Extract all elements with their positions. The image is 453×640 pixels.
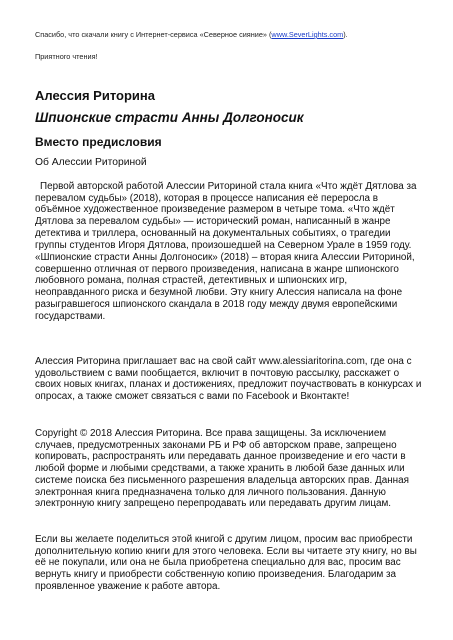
paragraph-website-invite: Алессия Риторина приглашает вас на свой сайт www.alessiaritorina.com, где она с удовольствием с вами пообщается, включит в почтовую рассылку, расскажет о своих новых книгах, планах и достижениях, предложит поучаствовать в конкурсах и опросах, а также сможет связаться с вами по Facebook и Вконтакте! <box>35 356 422 403</box>
notice-thanks: Приятного чтения! <box>35 52 98 61</box>
paragraph-first-work: Первой авторской работой Алессии Риториной стала книга «Что ждёт Дятлова за перевалом судьбы» (2018), которая в процессе написания её переросла в объёмное художественное произведение размером в четыре тома. «Что ждёт Дятлова за перевалом судьбы» — исторический роман, написанный в жанре детектива и триллера, основанный на документальных событиях, о трагедии группы студентов Игоря Дятлова, произошедшей на Северном Урале в 1959 году. <box>35 181 417 251</box>
download-notice <box>35 30 348 40</box>
paragraph-sharing-request: Если вы желаете поделиться этой книгой с другим лицом, просим вас приобрести дополнительную копию книги для этого человека. Если вы читаете эту книгу, но вы её не покупали, или она не была приобретена специально для вас, просим вас вернуть книгу и приобрести собственную копию произведения. Благодарим за проявленное уважение к работе автора. <box>35 534 417 592</box>
paragraph-second-book: «Шпионские страсти Анны Долгоносик» (2018) – вторая книга Алессии Риториной, совершенно отличная от первого произведения, написана в жанре шпионского любовного романа, полная страстей, детективных и шпионских игр, неоправданного риска и безумной любви. Эту книгу Алессия написала на фоне разыгравшегося шпионского скандала в 2018 году между двумя европейскими государствами. <box>35 252 415 322</box>
author-name: Алессия Риторина <box>35 88 155 103</box>
section-heading: Вместо предисловия <box>35 135 162 149</box>
book-title: Шпионские страсти Анны Долгоносик <box>35 110 304 125</box>
notice-suffix: ). <box>343 30 348 39</box>
paragraph-copyright: Copyright © 2018 Алессия Риторина. Все права защищены. За исключением случаев, предусмотренных законами РБ и РФ об авторском праве, запрещено копировать, распространять или передавать данное произведение и его части в любой форме и любыми средствами, а также хранить в любой базе данных или системе поиска без письменного разрешения владельца авторских прав. Данная электронная книга предназначена только для личного пользования. Данную электронную книгу запрещено перепродавать или передавать другим лицам. <box>35 428 409 510</box>
severlights-link[interactable]: www.SeverLights.com <box>271 30 344 39</box>
about-author-heading: Об Алессии Риториной <box>35 157 147 168</box>
notice-text: Спасибо, что скачали книгу с Интернет-сервиса «Северное сияние» ( <box>35 30 272 39</box>
